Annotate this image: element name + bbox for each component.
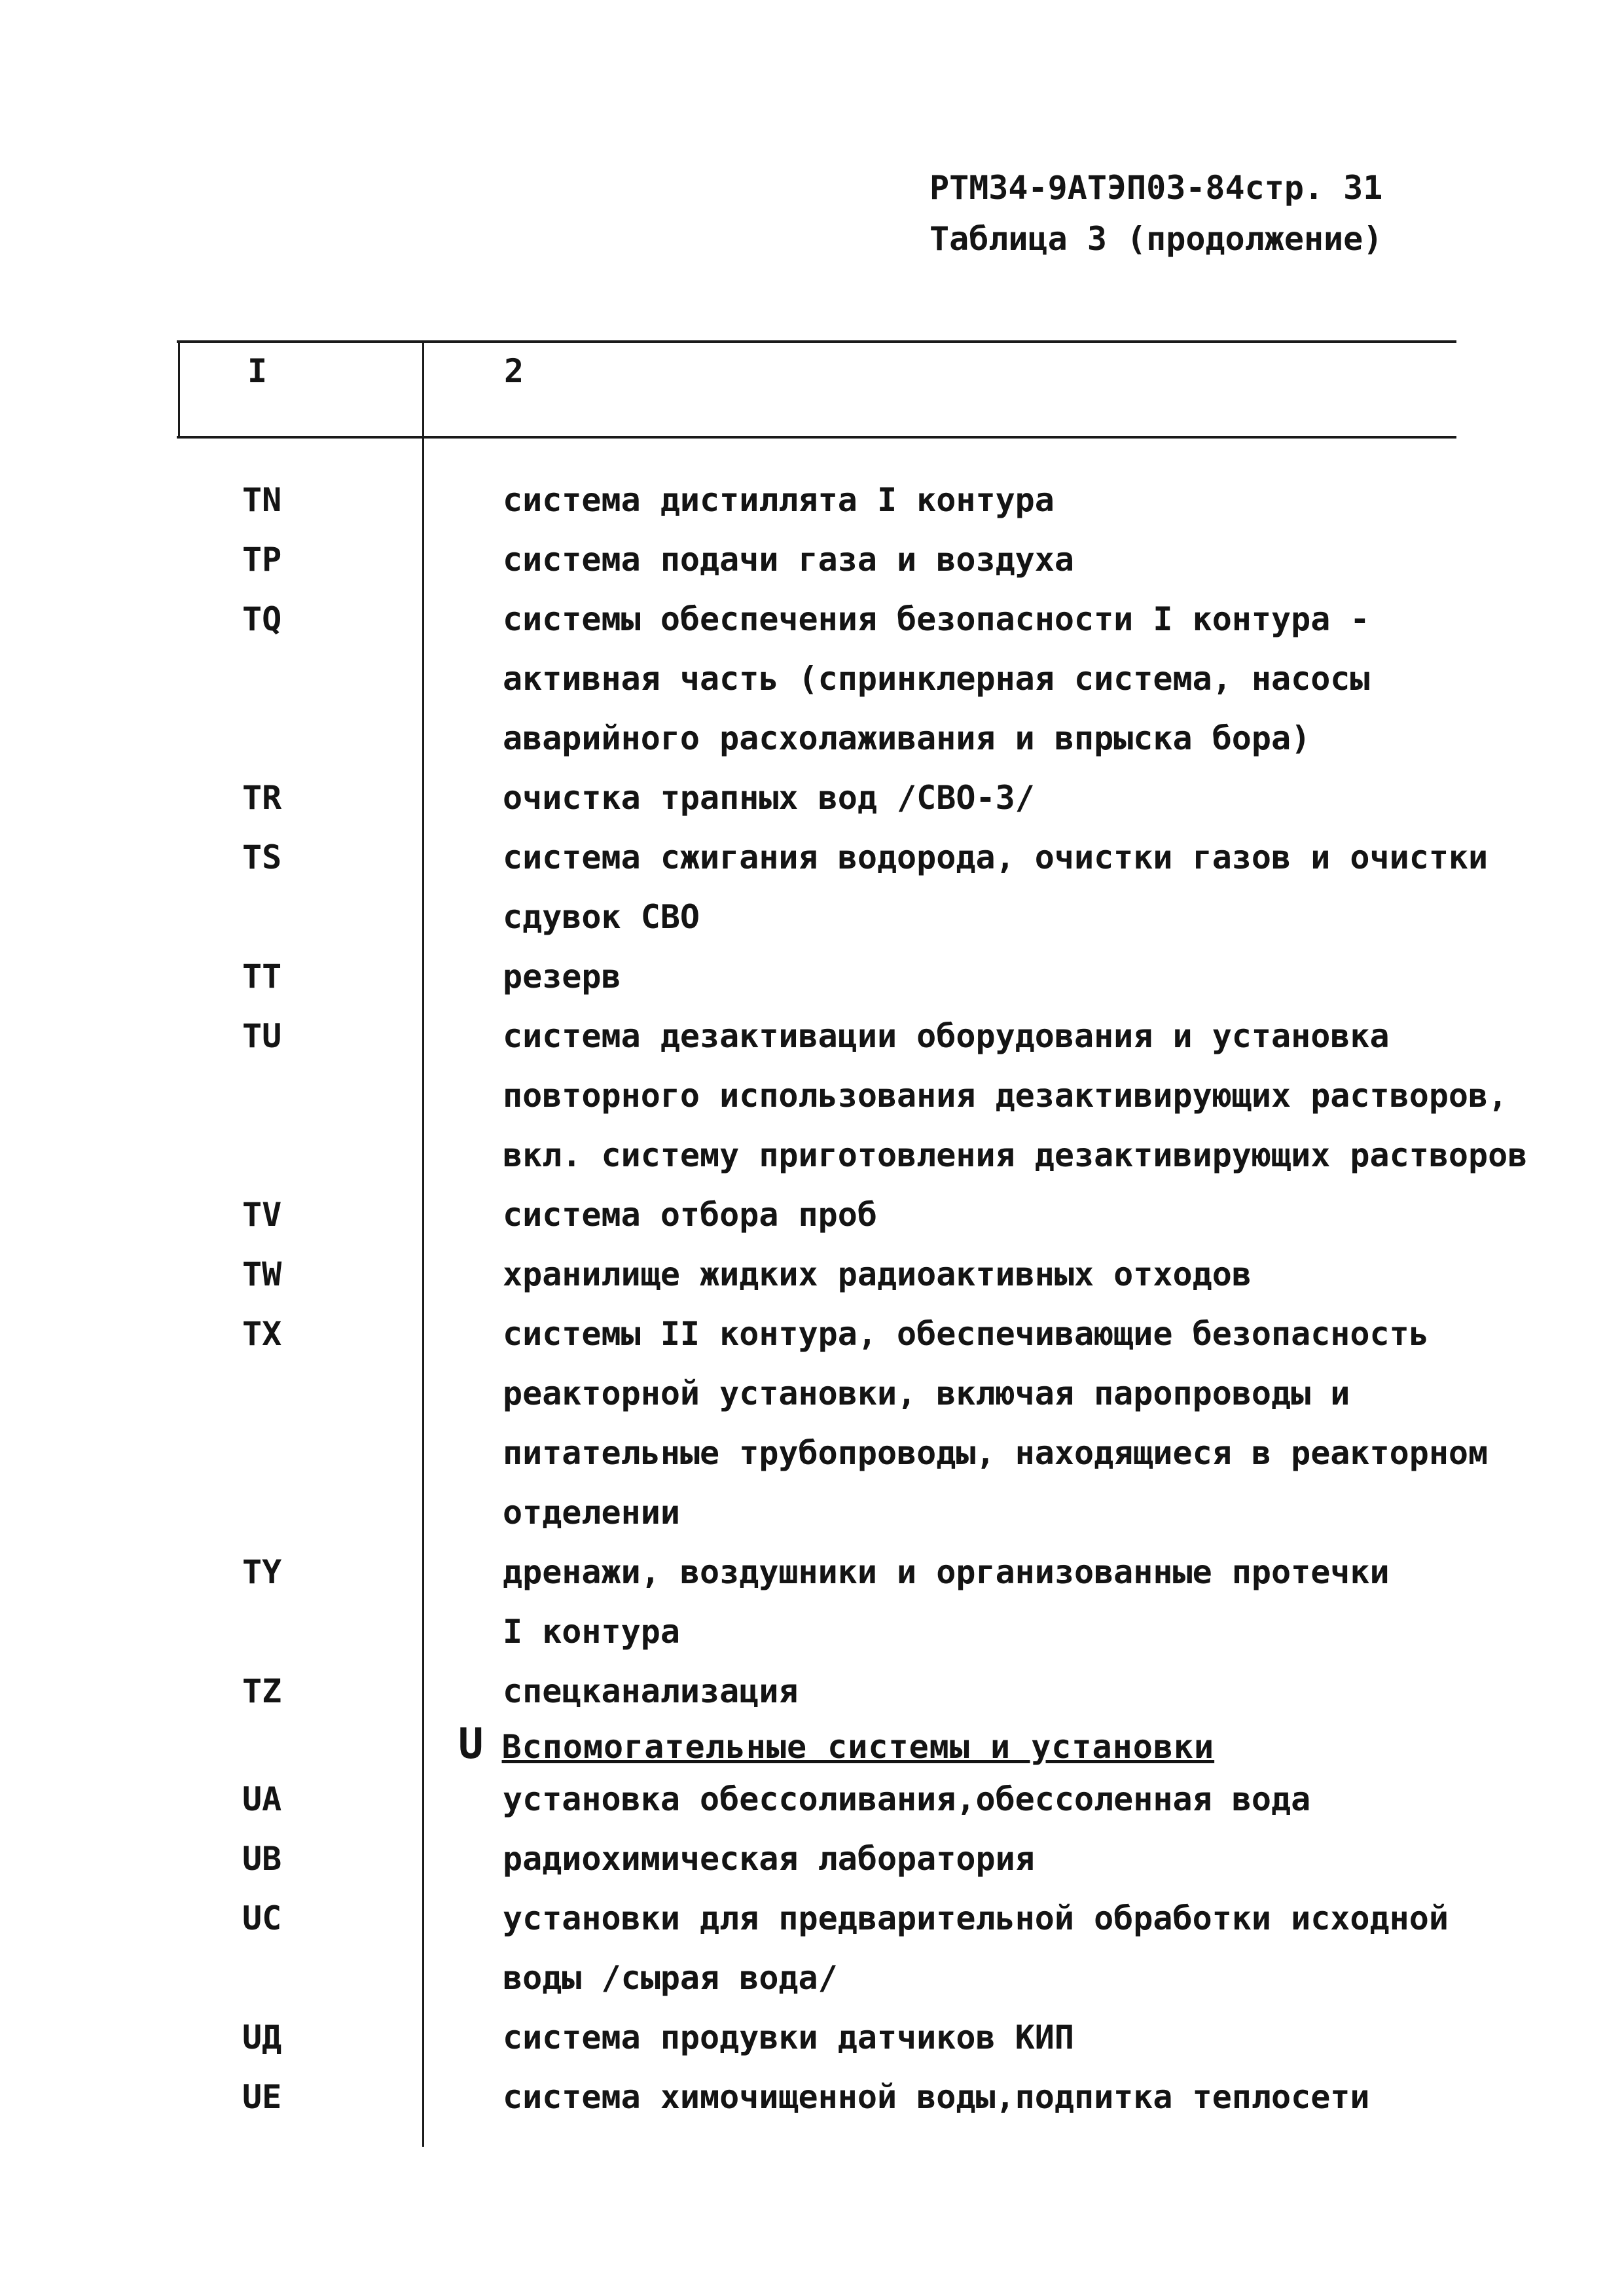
section-letter: U [458, 1720, 484, 1768]
system-description-line: радиохимическая лаборатория [503, 1840, 1035, 1878]
system-code: TQ [242, 600, 282, 638]
system-description-line: система сжигания водорода, очистки газов и очистки [503, 838, 1489, 876]
system-description-line: установки для предварительной обработки исходной [503, 1899, 1449, 1937]
system-code: UC [242, 1899, 282, 1937]
system-description-line: установка обессоливания,обессоленная вода [503, 1780, 1311, 1818]
system-description-line: системы обеспечения безопасности I контура - [503, 600, 1370, 638]
system-code: TX [242, 1315, 282, 1353]
system-code: TV [242, 1196, 282, 1234]
system-code: TW [242, 1255, 282, 1293]
system-description-line: система дезактивации оборудования и установка [503, 1017, 1390, 1055]
system-description-line: отделении [503, 1494, 680, 1532]
table-column-divider [422, 340, 424, 2147]
system-description-line: резерв [503, 958, 621, 996]
document-reference: РТМ34-9АТЭП03-84стр. 31 [929, 169, 1383, 207]
system-description-line: система химочищенной воды,подпитка теплосети [503, 2078, 1370, 2116]
system-description-line: активная часть (спринклерная система, насосы [503, 660, 1370, 698]
table-caption: Таблица 3 (продолжение) [929, 220, 1383, 258]
system-code: UД [242, 2018, 282, 2056]
table-left-rule [178, 340, 180, 439]
system-description-line: воды /сырая вода/ [503, 1959, 838, 1997]
column-1-header: I [247, 352, 268, 390]
system-description-line: аварийного расхолаживания и впрыска бора) [503, 719, 1311, 757]
system-description-line: дренажи, воздушники и организованные протечки [503, 1553, 1390, 1591]
system-code: TY [242, 1553, 282, 1591]
system-description-line: очистка трапных вод /СВО-3/ [503, 779, 1035, 817]
system-description-line: повторного использования дезактивирующих растворов, [503, 1077, 1508, 1115]
system-code: UB [242, 1840, 282, 1878]
column-2-header: 2 [504, 352, 524, 390]
system-description-line: система дистиллята I контура [503, 481, 1055, 519]
system-description-line: система подачи газа и воздуха [503, 541, 1074, 579]
section-title: Вспомогательные системы и установки [501, 1728, 1215, 1766]
system-description-line: реакторной установки, включая паропроводы и [503, 1374, 1350, 1412]
system-description-line: спецканализация [503, 1672, 799, 1710]
system-description-line: I контура [503, 1613, 680, 1651]
system-code: TZ [242, 1672, 282, 1710]
system-description-line: хранилище жидких радиоактивных отходов [503, 1255, 1252, 1293]
system-code: TU [242, 1017, 282, 1055]
system-description-line: система продувки датчиков КИП [503, 2018, 1074, 2056]
system-code: TP [242, 541, 282, 579]
system-description-line: вкл. систему приготовления дезактивирующих растворов [503, 1136, 1528, 1174]
system-code: TR [242, 779, 282, 817]
system-description-line: сдувок СВО [503, 898, 700, 936]
section-heading-u [458, 1720, 1214, 1768]
system-code: TN [242, 481, 282, 519]
table-top-rule [177, 340, 1456, 343]
system-code: TS [242, 838, 282, 876]
system-code: UE [242, 2078, 282, 2116]
system-description-line: система отбора проб [503, 1196, 877, 1234]
table-header-rule [177, 436, 1456, 439]
system-code: TT [242, 958, 282, 996]
system-description-line: системы II контура, обеспечивающие безопасность [503, 1315, 1429, 1353]
system-code: UA [242, 1780, 282, 1818]
system-description-line: питательные трубопроводы, находящиеся в реакторном [503, 1434, 1489, 1472]
